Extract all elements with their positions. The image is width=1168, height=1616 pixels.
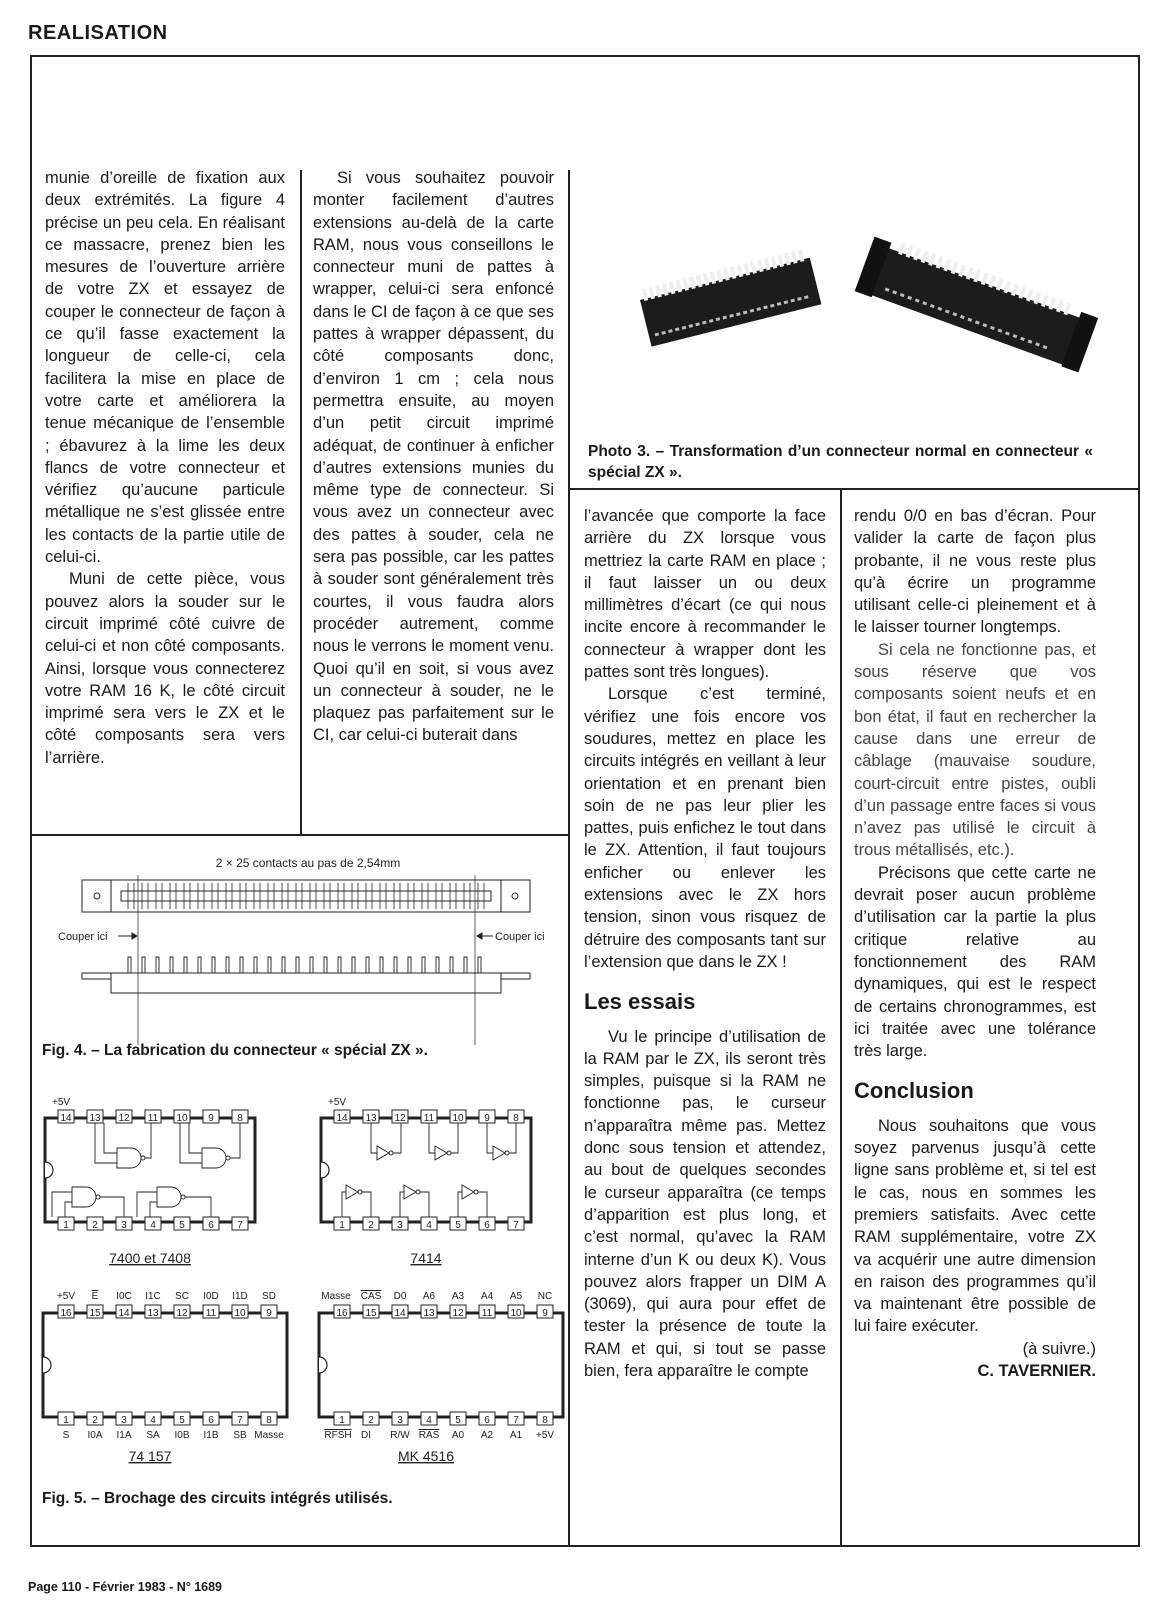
svg-text:12: 12 xyxy=(452,1308,464,1319)
svg-text:CAS: CAS xyxy=(360,1291,382,1302)
connector-photo-left xyxy=(638,248,822,347)
col1-paragraph-2: Muni de cette pièce, vous pouvez alors la souder sur le circuit imprimé côté cuivre de celui-ci et non côté composants. Ainsi, lorsque vous connecterez votre RAM 16 K, le côté circuit imprimé sera vers le ZX et le côté composants sera vers l’arrière. xyxy=(45,570,285,767)
svg-text:4: 4 xyxy=(426,1415,432,1426)
svg-text:+5V: +5V xyxy=(56,1291,76,1302)
ic-74157 xyxy=(43,1291,287,1464)
svg-text:11: 11 xyxy=(423,1113,435,1124)
column-4 xyxy=(854,505,1096,1382)
heading-les-essais: Les essais xyxy=(584,989,696,1015)
figure-5-pinouts xyxy=(40,1090,570,1490)
svg-text:SB: SB xyxy=(233,1430,247,1441)
svg-text:6: 6 xyxy=(208,1415,214,1426)
svg-text:13: 13 xyxy=(89,1113,101,1124)
column-3 xyxy=(584,505,826,1382)
svg-text:1: 1 xyxy=(63,1220,69,1231)
svg-text:SD: SD xyxy=(262,1291,276,1302)
svg-text:10: 10 xyxy=(234,1308,246,1319)
svg-text:15: 15 xyxy=(89,1308,101,1319)
cut-here-left-label: Couper ici xyxy=(58,931,108,943)
divider-col1-col2 xyxy=(300,170,302,834)
svg-text:8: 8 xyxy=(542,1415,548,1426)
svg-text:9: 9 xyxy=(542,1308,548,1319)
ic-mk4516 xyxy=(319,1291,563,1464)
svg-text:10: 10 xyxy=(452,1113,464,1124)
col3-paragraph-3: Vu le principe d’utilisation de la RAM par le ZX, ils seront très simples, puisque si la RAM ne fonctionne pas, le curseur n’apparaîtra même pas. Mettez donc sous tension et attendez, au bout de quelques secondes le curseur apparaîtra (ce temps d’apparition est plus long, et c’est normal, qu’avec la RAM interne d’un K ou deux K). Vous pouvez alors frapper un DIM A (3069), qui aura pour effet de tester la présence de toute la RAM et qui, si tout se passe bien, fera apparaître le compte xyxy=(584,1027,826,1380)
svg-text:S: S xyxy=(62,1430,70,1441)
to-be-continued: (à suivre.) xyxy=(1022,1339,1096,1358)
divider-photo-text xyxy=(568,488,1140,490)
svg-text:3: 3 xyxy=(121,1220,127,1231)
heading-conclusion: Conclusion xyxy=(854,1078,974,1104)
column-1 xyxy=(45,167,285,769)
svg-text:7: 7 xyxy=(237,1220,243,1231)
col1-paragraph-1: munie d’oreille de fixation aux deux extrémités. La figure 4 précise un peu cela. En réalisant ce massacre, prenez bien les mesures de l’ouverture arrière de votre ZX et essayez de couper le connecteur de façon à ce qu’il fasse exactement la longueur de celle-ci, cela facilitera la mise en place de votre carte et améliorera la tenue mécanique de l’ensemble ; ébavurez à la lime les deux flancs de votre connecteur et vérifiez qu’aucune particule métallique ne s’est glissée entre les contacts de la partie utile de celui-ci. xyxy=(45,169,285,567)
connector-photo-right xyxy=(855,233,1100,373)
svg-text:5: 5 xyxy=(455,1415,461,1426)
svg-text:A4: A4 xyxy=(480,1291,494,1302)
svg-text:3: 3 xyxy=(397,1415,403,1426)
svg-text:11: 11 xyxy=(481,1308,493,1319)
ic2-name: 7414 xyxy=(410,1250,442,1266)
svg-text:14: 14 xyxy=(60,1113,72,1124)
svg-text:E: E xyxy=(91,1291,99,1302)
col3-paragraph-2: Lorsque c’est terminé, vérifiez une fois encore vos soudures, mettez en place les circuits intégrés en veillant à leur orientation et en prenant bien soin de ne pas leur plier les pattes, puis enfichez le tout dans le ZX. Attention, il faut toujours enficher ou enlever les extensions avec le ZX hors tension, sinon vous risquez de détruire des composants tant sur l’extension que dans le ZX ! xyxy=(584,685,826,971)
svg-text:14: 14 xyxy=(336,1113,348,1124)
col3-paragraph-1: l’avancée que comporte la face arrière du ZX lorsque vous mettriez la carte RAM en place ; il faut laisser un ou deux millimètres d’écart (ce qui nous incite encore à recommander le connecteur à wrapper dont les pattes sont très longues). xyxy=(584,507,826,682)
cut-here-right-label: Couper ici xyxy=(495,931,545,943)
svg-text:13: 13 xyxy=(365,1113,377,1124)
divider-text-figures xyxy=(30,834,570,836)
author: C. TAVERNIER. xyxy=(977,1361,1096,1380)
svg-text:11: 11 xyxy=(205,1308,217,1319)
svg-text:1: 1 xyxy=(339,1415,345,1426)
svg-text:9: 9 xyxy=(484,1113,490,1124)
svg-text:Masse: Masse xyxy=(254,1430,284,1441)
col4-paragraph-2: Si cela ne fonctionne pas, et sous réserve que vos composants soient neufs et en bon état, il faut en rechercher la cause dans une erreur de câblage (mauvaise soudure, court-circuit entre pistes, oubli d’un passage entre faces si vous n’avez pas utilisé le circuit à trous métallisés, etc.). xyxy=(854,640,1096,860)
photo-caption: Photo 3. – Transformation d’un connecteur normal en connecteur « spécial ZX ». xyxy=(588,443,1093,481)
svg-text:7: 7 xyxy=(237,1415,243,1426)
section-title: REALISATION xyxy=(28,22,168,44)
page-footer: Page 110 - Février 1983 - N° 1689 xyxy=(28,1580,223,1594)
svg-text:I1A: I1A xyxy=(116,1430,132,1441)
svg-text:12: 12 xyxy=(394,1113,406,1124)
svg-text:7: 7 xyxy=(513,1220,519,1231)
svg-text:D0: D0 xyxy=(393,1291,407,1302)
svg-text:DI: DI xyxy=(361,1430,371,1441)
svg-text:12: 12 xyxy=(118,1113,130,1124)
svg-text:4: 4 xyxy=(426,1220,432,1231)
svg-text:5: 5 xyxy=(455,1220,461,1231)
svg-text:I1D: I1D xyxy=(232,1291,248,1302)
svg-text:6: 6 xyxy=(484,1415,490,1426)
svg-text:12: 12 xyxy=(176,1308,188,1319)
svg-text:11: 11 xyxy=(147,1113,159,1124)
svg-text:SA: SA xyxy=(146,1430,160,1441)
svg-text:14: 14 xyxy=(118,1308,130,1319)
column-2 xyxy=(313,167,554,747)
svg-text:10: 10 xyxy=(176,1113,188,1124)
svg-text:I1B: I1B xyxy=(203,1430,219,1441)
svg-text:SC: SC xyxy=(175,1291,189,1302)
svg-text:Masse: Masse xyxy=(321,1291,351,1302)
svg-text:9: 9 xyxy=(266,1308,272,1319)
svg-text:A1: A1 xyxy=(509,1430,523,1441)
ic4-name: MK 4516 xyxy=(397,1448,455,1464)
svg-text:14: 14 xyxy=(394,1308,406,1319)
svg-text:RFSH: RFSH xyxy=(324,1430,352,1441)
svg-text:4: 4 xyxy=(150,1220,156,1231)
fig4-title: 2 × 25 contacts au pas de 2,54mm xyxy=(215,856,401,870)
svg-text:+5V: +5V xyxy=(328,1097,347,1108)
svg-text:RAS: RAS xyxy=(418,1430,440,1441)
svg-text:5: 5 xyxy=(179,1220,185,1231)
figure-5-caption: Fig. 5. – Brochage des circuits intégrés utilisés. xyxy=(42,1490,393,1507)
figure-4-connector xyxy=(40,845,570,1045)
svg-text:I1C: I1C xyxy=(145,1291,161,1302)
svg-text:4: 4 xyxy=(150,1415,156,1426)
svg-text:13: 13 xyxy=(423,1308,435,1319)
svg-text:2: 2 xyxy=(368,1220,374,1231)
svg-text:8: 8 xyxy=(237,1113,243,1124)
divider-col3-col4 xyxy=(840,488,842,1547)
svg-text:3: 3 xyxy=(397,1220,403,1231)
svg-text:I0A: I0A xyxy=(87,1430,103,1441)
svg-text:1: 1 xyxy=(63,1415,69,1426)
svg-text:6: 6 xyxy=(208,1220,214,1231)
svg-text:R/W: R/W xyxy=(390,1430,410,1441)
svg-text:13: 13 xyxy=(147,1308,159,1319)
svg-text:6: 6 xyxy=(484,1220,490,1231)
svg-text:A6: A6 xyxy=(422,1291,436,1302)
svg-text:2: 2 xyxy=(92,1415,98,1426)
svg-text:I0B: I0B xyxy=(174,1430,190,1441)
svg-text:1: 1 xyxy=(339,1220,345,1231)
ic-7400-7408 xyxy=(45,1097,255,1266)
svg-text:A2: A2 xyxy=(480,1430,494,1441)
ic3-name: 74 157 xyxy=(128,1448,172,1464)
ic1-name: 7400 et 7408 xyxy=(109,1250,191,1266)
svg-text:I0C: I0C xyxy=(116,1291,132,1302)
svg-text:15: 15 xyxy=(365,1308,377,1319)
svg-text:16: 16 xyxy=(336,1308,348,1319)
svg-text:8: 8 xyxy=(513,1113,519,1124)
col4-paragraph-1: rendu 0/0 en bas d’écran. Pour valider la carte de façon plus probante, il ne vous reste plus qu’à écrire un programme utilisant celle-ci pleinement et à le laisser tourner longtemps. xyxy=(854,507,1096,637)
figure-4-caption: Fig. 4. – La fabrication du connecteur « spécial ZX ». xyxy=(42,1042,428,1059)
svg-text:A5: A5 xyxy=(509,1291,523,1302)
svg-text:2: 2 xyxy=(92,1220,98,1231)
col4-paragraph-4: Nous souhaitons que vous soyez parvenus jusqu’à cette ligne sans problème et, si tel est le cas, nous en sommes les premiers satisfaits. Avec cette RAM supplémentaire, votre ZX va acquérir une autre dimension en raison des programmes qu’il va maintenant être possible de lui faire exécuter. xyxy=(854,1116,1096,1336)
svg-text:A3: A3 xyxy=(451,1291,465,1302)
svg-text:A0: A0 xyxy=(451,1430,465,1441)
svg-text:3: 3 xyxy=(121,1415,127,1426)
col2-paragraph-1: Si vous souhaitez pouvoir monter facilement d’autres extensions au-delà de la carte RAM, nous vous conseillons le connecteur muni de pattes à wrapper, celui-ci sera enfoncé dans le CI de façon à ce que ses pattes à wrapper dépassent, du côté composants donc, d’environ 1 cm ; cela nous permettra ensuite, au moyen d’un petit circuit imprimé adéquat, de continuer à enficher d’autres extensions munies du même type de connecteur. Si vous avez un connecteur avec des pattes à souder, cela ne sera pas possible, car les pattes à souder sont généralement très courtes, il vous faudra alors procéder autrement, comme nous le verrons le moment venu. Quoi qu’il en soit, si vous avez un connecteur à souder, ne le plaquez pas parfaitement sur le CI, car celui-ci buterait dans xyxy=(313,169,554,745)
svg-text:I0D: I0D xyxy=(203,1291,219,1302)
svg-text:2: 2 xyxy=(368,1415,374,1426)
ic-7414 xyxy=(321,1097,531,1266)
svg-text:+5V: +5V xyxy=(52,1097,71,1108)
col4-paragraph-3: Précisons que cette carte ne devrait poser aucun problème d’utilisation car la partie la plus critique relative au fonctionnement des RAM dynamiques, qui est le respect de certains chronogrammes, est ici traitée avec une tolérance très large. xyxy=(854,863,1096,1061)
photo-connectors xyxy=(585,190,1115,410)
svg-text:+5V: +5V xyxy=(535,1430,555,1441)
svg-text:5: 5 xyxy=(179,1415,185,1426)
svg-text:16: 16 xyxy=(60,1308,72,1319)
svg-text:8: 8 xyxy=(266,1415,272,1426)
svg-text:9: 9 xyxy=(208,1113,214,1124)
svg-text:7: 7 xyxy=(513,1415,519,1426)
svg-text:10: 10 xyxy=(510,1308,522,1319)
svg-text:NC: NC xyxy=(537,1291,553,1302)
